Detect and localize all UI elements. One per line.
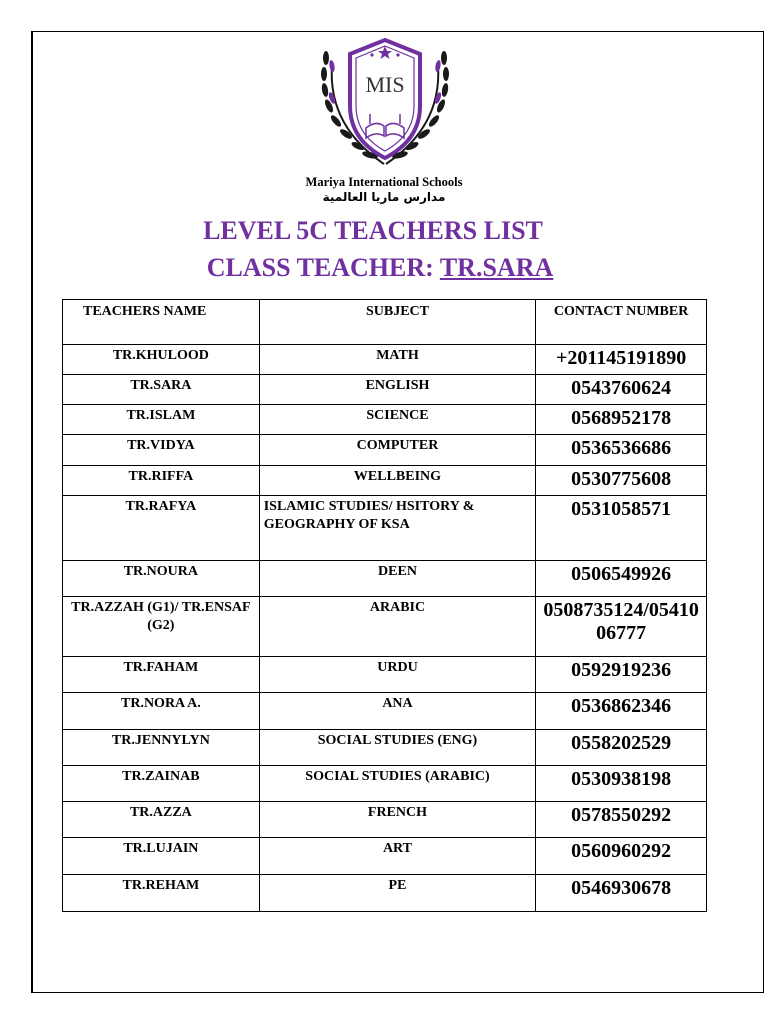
table-row: [63, 496, 707, 561]
contact-number-cell: 0536862346: [536, 693, 707, 730]
teacher-name-cell: TR.AZZA: [63, 802, 260, 838]
subject-cell: ISLAMIC STUDIES/ HSITORY & GEOGRAPHY OF KSA: [259, 496, 536, 561]
class-teacher-heading: [0, 253, 760, 283]
table-row: [63, 561, 707, 597]
subject-cell: ANA: [259, 693, 536, 730]
teacher-name-cell: TR.LUJAIN: [63, 838, 260, 875]
subject-cell: WELLBEING: [259, 466, 536, 496]
table-row: [63, 838, 707, 875]
table-row: [63, 345, 707, 375]
teacher-name-cell: TR.KHULOOD: [63, 345, 260, 375]
table-row: [63, 657, 707, 693]
teacher-name-cell: TR.REHAM: [63, 875, 260, 912]
table-row: [63, 766, 707, 802]
class-teacher-prefix: CLASS TEACHER:: [206, 253, 440, 282]
teacher-name-cell: TR.ZAINAB: [63, 766, 260, 802]
teacher-name-cell: TR.NOURA: [63, 561, 260, 597]
teachers-table: [62, 299, 707, 912]
contact-number-cell: 0558202529: [536, 730, 707, 766]
contact-number-cell: 0546930678: [536, 875, 707, 912]
table-row: [63, 375, 707, 405]
contact-number-cell: 0592919236: [536, 657, 707, 693]
teacher-name-cell: TR.JENNYLYN: [63, 730, 260, 766]
contact-number-cell: 0530938198: [536, 766, 707, 802]
teacher-name-cell: TR.FAHAM: [63, 657, 260, 693]
table-row: [63, 597, 707, 657]
header-teachers-name: TEACHERS NAME: [63, 300, 260, 345]
subject-cell: COMPUTER: [259, 435, 536, 466]
contact-number-cell: 0543760624: [536, 375, 707, 405]
table-row: [63, 693, 707, 730]
contact-number-cell: 0560960292: [536, 838, 707, 875]
table-row: [63, 405, 707, 435]
school-logo: [314, 36, 456, 176]
contact-number-cell: +201145191890: [536, 345, 707, 375]
subject-cell: PE: [259, 875, 536, 912]
subject-cell: ARABIC: [259, 597, 536, 657]
page-title: LEVEL 5C TEACHERS LIST: [203, 216, 543, 245]
table-row: [63, 466, 707, 496]
table-row: [63, 730, 707, 766]
subject-cell: ART: [259, 838, 536, 875]
teacher-name-cell: TR.AZZAH (G1)/ TR.ENSAF (G2): [63, 597, 260, 657]
header-subject: SUBJECT: [259, 300, 536, 345]
contact-number-cell: 0578550292: [536, 802, 707, 838]
contact-number-cell: 0530775608: [536, 466, 707, 496]
teacher-name-cell: TR.RIFFA: [63, 466, 260, 496]
subject-cell: SCIENCE: [259, 405, 536, 435]
table-row: [63, 802, 707, 838]
teacher-name-cell: TR.RAFYA: [63, 496, 260, 561]
subject-cell: MATH: [259, 345, 536, 375]
teacher-name-cell: TR.NORA A.: [63, 693, 260, 730]
table-header-row: [63, 300, 707, 345]
header-contact-number: CONTACT NUMBER: [536, 300, 707, 345]
subject-cell: ENGLISH: [259, 375, 536, 405]
class-teacher-name: TR.SARA: [439, 253, 554, 282]
subject-cell: FRENCH: [259, 802, 536, 838]
teacher-name-cell: TR.VIDYA: [63, 435, 260, 466]
teacher-name-cell: TR.SARA: [63, 375, 260, 405]
school-name-ar: مدارس ماريا العالمية: [322, 190, 446, 204]
contact-number-cell: 0531058571: [536, 496, 707, 561]
subject-cell: DEEN: [259, 561, 536, 597]
table-row: [63, 875, 707, 912]
contact-number-cell: 0536536686: [536, 435, 707, 466]
school-name-en: Mariya International Schools: [305, 175, 463, 189]
contact-number-cell: 0506549926: [536, 561, 707, 597]
subject-cell: URDU: [259, 657, 536, 693]
contact-number-cell: 0568952178: [536, 405, 707, 435]
subject-cell: SOCIAL STUDIES (ENG): [259, 730, 536, 766]
teacher-name-cell: TR.ISLAM: [63, 405, 260, 435]
logo-text: MIS: [365, 72, 405, 97]
table-row: [63, 435, 707, 466]
subject-cell: SOCIAL STUDIES (ARABIC): [259, 766, 536, 802]
contact-number-cell: 0508735124/0541006777: [536, 597, 707, 657]
